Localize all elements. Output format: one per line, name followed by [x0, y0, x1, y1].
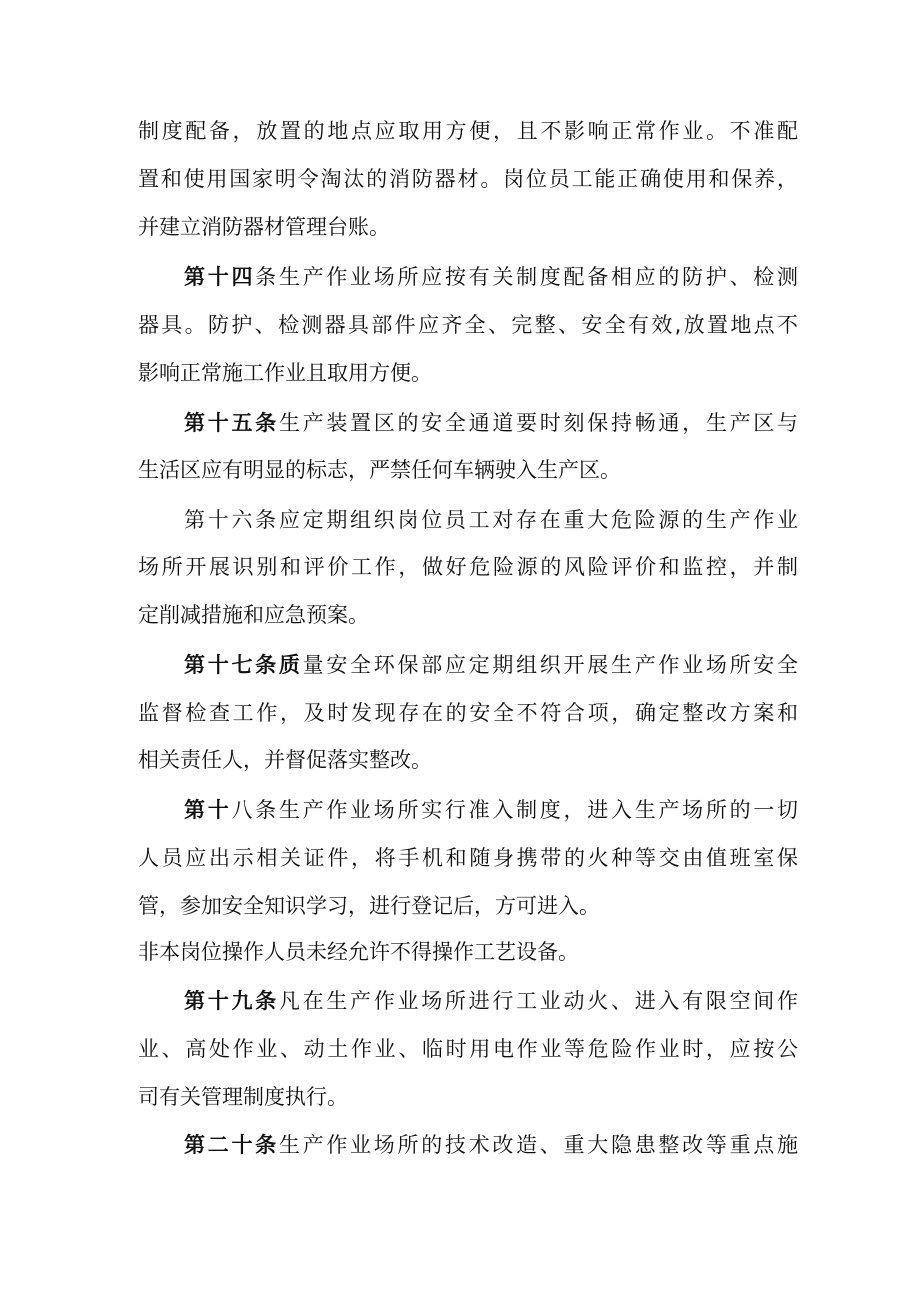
- text-line: 司有关管理制度执行。: [138, 1085, 348, 1109]
- text-line: 业、高处作业、动土作业、临时用电作业等危险作业时，应按公: [138, 1037, 798, 1061]
- article-heading-line: 第二十条生产作业场所的技术改造、重大隐患整改等重点施: [184, 1133, 799, 1157]
- text-line: 管，参加安全知识学习，进行登记后，方可进入。: [138, 894, 600, 918]
- article-number: 第十五条: [184, 411, 279, 435]
- text-line: 制度配备，放置的地点应取用方便，且不影响正常作业。不准配: [138, 119, 798, 143]
- article-heading-line: 第十五条生产装置区的安全通道要时刻保持畅通，生产区与: [184, 411, 799, 435]
- text-line: 影响正常施工作业且取用方便。: [138, 361, 432, 385]
- article-number: 第十九条: [184, 989, 279, 1013]
- text-line: 非本岗位操作人员未经允许不得操作工艺设备。: [138, 940, 579, 964]
- article-number: 第十四: [184, 265, 256, 289]
- article-heading-line: 第十九条凡在生产作业场所进行工业动火、进入有限空间作: [184, 989, 799, 1013]
- text-line: 监督检查工作，及时发现存在的安全不符合项，确定整改方案和: [138, 701, 798, 725]
- article-number: 第十: [184, 798, 232, 822]
- article-heading-line: 第十七条质量安全环保部应定期组织开展生产作业场所安全: [184, 653, 799, 677]
- text-line: 置和使用国家明令淘汰的消防器材。岗位员工能正确使用和保养，: [138, 167, 798, 191]
- text-line: 场所开展识别和评价工作，做好危险源的风险评价和监控，并制: [138, 555, 798, 579]
- text-line: 第十六条应定期组织岗位员工对存在重大危险源的生产作业: [184, 508, 798, 532]
- text-line: 相关责任人，并督促落实整改。: [138, 748, 432, 772]
- article-heading-line: 第十四条生产作业场所应按有关制度配备相应的防护、检测: [184, 265, 799, 289]
- text-line: 生活区应有明显的标志，严禁任何车辆驶入生产区。: [138, 458, 621, 482]
- text-line: 定削减措施和应急预案。: [138, 603, 369, 627]
- article-heading-line: 第十八条生产作业场所实行准入制度，进入生产场所的一切: [184, 798, 799, 822]
- text-line: 并建立消防器材管理台账。: [138, 215, 390, 239]
- text-line: 器具。防护、检测器具部件应齐全、完整、安全有效,放置地点不: [138, 313, 798, 337]
- text-line: 人员应出示相关证件，将手机和随身携带的火种等交由值班室保: [138, 846, 798, 870]
- article-number: 第二十条: [184, 1133, 279, 1157]
- article-number: 第十七条质: [184, 653, 303, 677]
